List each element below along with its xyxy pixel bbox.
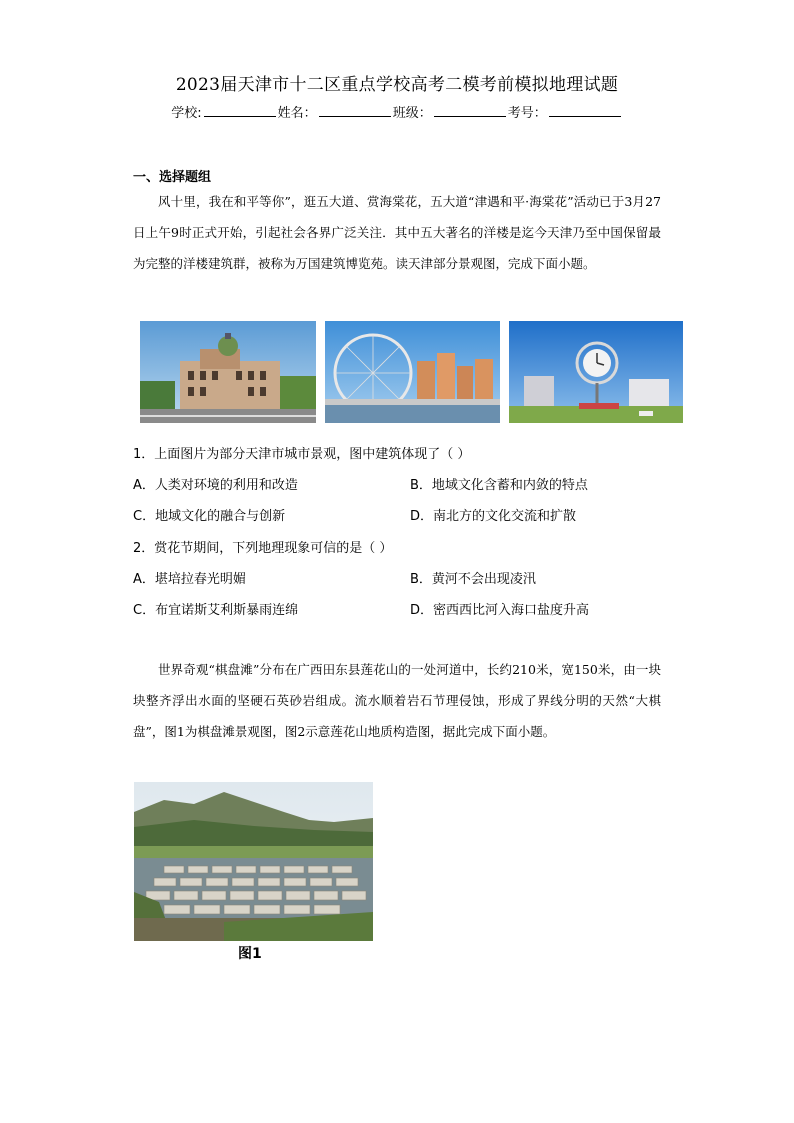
section-title: 一、选择题组 xyxy=(133,170,212,185)
figure-1-chessboard-beach xyxy=(134,782,373,941)
photo-tianjin-eye xyxy=(325,321,500,423)
class-label: 班级： xyxy=(392,106,432,121)
question-1-option-b[interactable]: B．地域文化含蓄和内敛的特点 xyxy=(410,478,588,493)
question-1-option-d[interactable]: D．南北方的文化交流和扩散 xyxy=(410,509,577,524)
page-title: 2023届天津市十二区重点学校高考二模考前模拟地理试题 xyxy=(175,75,619,95)
passage-tianjin: 风十里，我在和平等你”，逛五大道、赏海棠花，五大道“津遇和平·海棠花”活动已于3月27日上午9时正式开始，引起社会各界广泛关注．其中五大著名的洋楼是迄今天津乃至中国保留最为完整的洋楼建筑群，被称为万国建筑博览苑。读天津部分景观图，完成下面小题。 xyxy=(133,194,661,271)
exam-no-label: 考号： xyxy=(507,106,547,121)
name-label: 姓名： xyxy=(277,106,317,121)
name-blank xyxy=(319,104,391,117)
exam-no-blank xyxy=(549,104,621,117)
question-2-option-d[interactable]: D．密西西比河入海口盐度升高 xyxy=(410,603,590,618)
question-1-option-a[interactable]: A．人类对环境的利用和改造 xyxy=(133,478,298,493)
class-blank xyxy=(434,104,506,117)
student-info-line xyxy=(0,102,794,121)
photo-century-clock xyxy=(509,321,683,423)
question-2-stem: 2．赏花节期间，下列地理现象可信的是（ ） xyxy=(133,541,393,556)
photo-western-building xyxy=(140,321,316,423)
school-blank xyxy=(204,104,276,117)
question-2-option-b[interactable]: B．黄河不会出现凌汛 xyxy=(410,572,536,587)
question-1-stem: 1．上面图片为部分天津市城市景观，图中建筑体现了（ ） xyxy=(133,447,471,462)
school-label: 学校: xyxy=(171,106,202,121)
question-1-option-c[interactable]: C．地域文化的融合与创新 xyxy=(133,509,286,524)
figure-1-caption: 图1 xyxy=(238,946,262,962)
passage-chessboard-beach: 世界奇观“棋盘滩”分布在广西田东县莲花山的一处河道中，长约210米，宽150米，由一块块整齐浮出水面的坚硬石英砂岩组成。流水顺着岩石节理侵蚀，形成了界线分明的天然“大棋盘”，图1为棋盘滩景观图，图2示意莲花山地质构造图，据此完成下面小题。 xyxy=(133,662,661,739)
question-2-option-a[interactable]: A．堪培拉春光明媚 xyxy=(133,572,246,587)
question-2-option-c[interactable]: C．布宜诺斯艾利斯暴雨连绵 xyxy=(133,603,299,618)
